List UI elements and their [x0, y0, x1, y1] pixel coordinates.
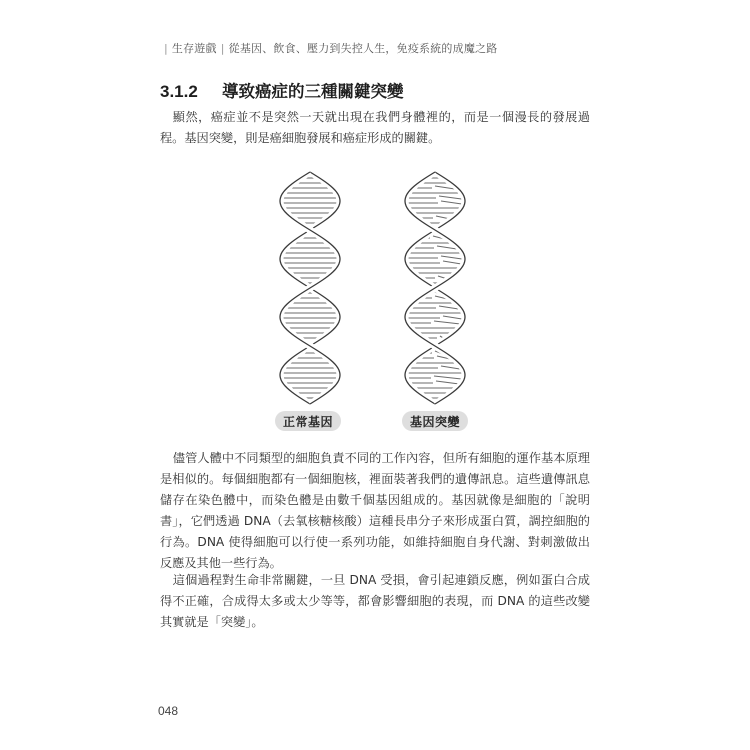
- dna-base-pair: [413, 246, 457, 249]
- label-gene-mutation: 基因突變: [402, 411, 468, 431]
- dna-base-pair: [408, 196, 461, 199]
- paragraph-cells: 儘管人體中不同類型的細胞負責不同的工作內容，但所有細胞的運作基本原理是相似的。每個細胞都有一個細胞核，裡面裝著我們的遺傳訊息。這些遺傳訊息儲存在染色體中，而染色體是由數千個基因組成的。基因就像是細胞的「說明書」，它們透過 DNA（去氧核糖核酸）這種長串分子來形成蛋白質，調控細胞的行為。DNA 使得細胞可以行使一系列功能，如維持細胞自身代謝、對刺激做出反應及其他一些行為。: [160, 451, 590, 570]
- dna-strand-edge: [405, 172, 465, 404]
- dna-base-pair: [408, 316, 462, 319]
- book-title: 生存遊戲: [171, 42, 217, 55]
- dna-base-pair: [408, 376, 461, 379]
- dna-base-pair: [408, 201, 462, 204]
- section-heading: [160, 78, 404, 102]
- section-title: 導致癌症的三種關鍵突變: [222, 82, 404, 101]
- dna-base-pair: [412, 306, 459, 309]
- dna-base-pair: [409, 261, 462, 264]
- header-divider: |: [220, 42, 225, 55]
- mutated-dna-helix: [405, 172, 465, 404]
- dna-base-pair: [410, 321, 461, 324]
- paragraph-mutation: 這個過程對生命非常關鍵，一旦 DNA 受損，會引起連鎖反應，例如蛋白合成得不正確，合成得太多或太少等等，都會影響細胞的表現，而 DNA 的這些改變其實就是「突變」。: [160, 573, 590, 629]
- dna-base-pair: [410, 366, 460, 369]
- header-divider: |: [164, 42, 168, 55]
- dna-illustration: [255, 168, 495, 410]
- dna-base-pair: [408, 256, 462, 259]
- dna-strand-edge: [280, 172, 340, 404]
- dna-base-pair: [415, 186, 455, 189]
- normal-dna-helix: [280, 172, 340, 404]
- book-subtitle: 從基因、飲食、壓力到失控人生，免疫系統的成魔之路: [228, 42, 498, 55]
- page-number: 048: [158, 704, 179, 718]
- section-number: 3.1.2: [160, 82, 198, 101]
- paragraph-intro: 顯然，癌症並不是突然一天就出現在我們身體裡的，而是一個漫長的發展過程。基因突變，則是癌細胞發展和癌症形成的關鍵。: [160, 110, 590, 145]
- label-normal-gene: 正常基因: [275, 411, 341, 431]
- running-header: [160, 40, 497, 56]
- dna-base-pair: [420, 216, 450, 219]
- dna-base-pair: [411, 381, 459, 384]
